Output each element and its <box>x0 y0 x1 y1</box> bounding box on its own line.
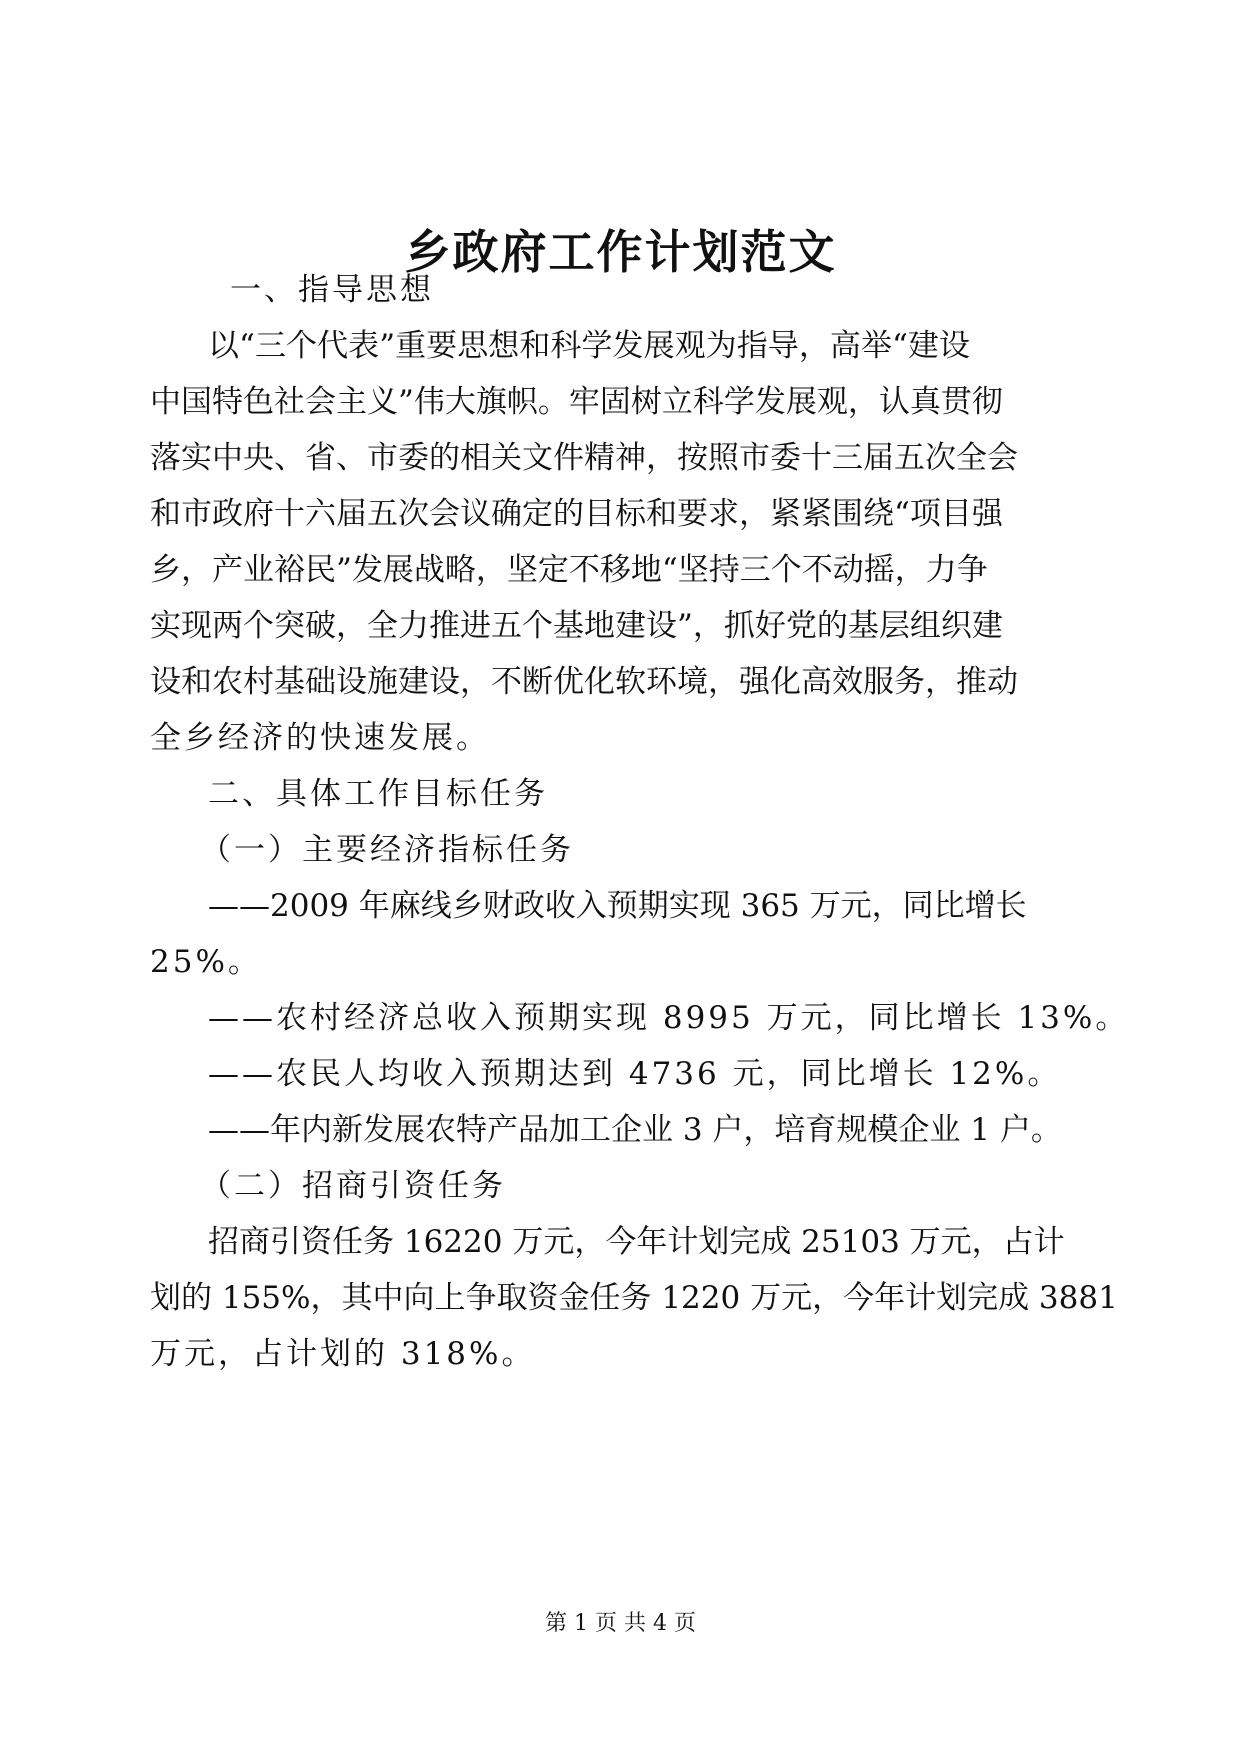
subsection-heading-investment: （二）招商引资任务 <box>200 1168 506 1204</box>
paragraph-line: 中国特色社会主义”伟大旗帜。牢固树立科学发展观，认真贯彻 <box>150 384 1003 420</box>
list-item: ——2009 年麻线乡财政收入预期实现 365 万元，同比增长 <box>208 888 1027 924</box>
paragraph-line: 实现两个突破，全力推进五个基地建设”，抓好党的基层组织建 <box>150 608 1003 644</box>
section-heading-guiding-ideology: 一、指导思想 <box>230 272 434 308</box>
list-item: ——农村经济总收入预期实现 8995 万元，同比增长 13%。 <box>208 1000 1130 1036</box>
paragraph-line: 划的 155%，其中向上争取资金任务 1220 万元，今年计划完成 3881 <box>150 1280 1118 1316</box>
paragraph-line: 设和农村基础设施建设，不断优化软环境，强化高效服务，推动 <box>150 664 1018 700</box>
document-title: 乡政府工作计划范文 <box>404 225 837 279</box>
paragraph-line: 招商引资任务 16220 万元，今年计划完成 25103 万元，占计 <box>208 1224 1065 1260</box>
subsection-heading-economic-indicators: （一）主要经济指标任务 <box>200 832 574 868</box>
paragraph-line: 全乡经济的快速发展。 <box>150 720 490 756</box>
paragraph-line: 以“三个代表”重要思想和科学发展观为指导，高举“建设 <box>208 328 970 364</box>
paragraph-line: 万元，占计划的 318%。 <box>150 1336 536 1372</box>
list-item: ——农民人均收入预期达到 4736 元，同比增长 12%。 <box>208 1056 1062 1092</box>
list-item: ——年内新发展农特产品加工企业 3 户，培育规模企业 1 户。 <box>208 1112 1062 1148</box>
paragraph-line: 落实中央、省、市委的相关文件精神，按照市委十三届五次全会 <box>150 440 1018 476</box>
paragraph-line: 和市政府十六届五次会议确定的目标和要求，紧紧围绕“项目强 <box>150 496 1003 532</box>
section-heading-work-targets: 二、具体工作目标任务 <box>208 776 548 812</box>
page-indicator: 第 1 页 共 4 页 <box>545 1611 696 1636</box>
list-item-continuation: 25%。 <box>150 944 262 980</box>
paragraph-line: 乡，产业裕民”发展战略，坚定不移地“坚持三个不动摇，力争 <box>150 552 988 588</box>
